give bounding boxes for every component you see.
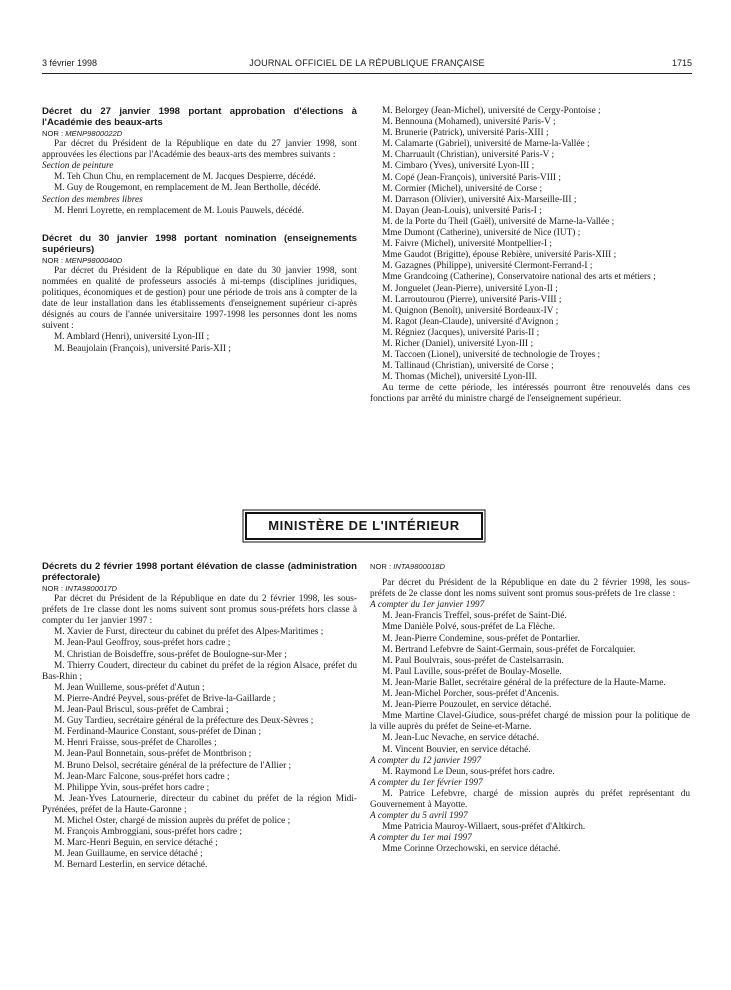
- decree-intro: Par décret du Président de la République en date du 27 janvier 1998, sont approuvées les élections par l'Académie des beaux-arts des membres suivants :: [42, 139, 357, 161]
- date-heading: A compter du 1er février 1997: [370, 777, 483, 788]
- list-item: M. Thomas (Michel), université Lyon-III.: [382, 372, 538, 383]
- list-item: M. Patrice Lefebvre, chargé de mission auprès du préfet représentant du Gouvernement à Mayotte.: [370, 788, 690, 810]
- list-item: M. Paul Laville, sous-préfet de Boulay-Moselle.: [382, 666, 562, 677]
- list-item: M. Charruault (Christian), université Paris-V ;: [382, 150, 555, 161]
- promotion-groups: [370, 600, 690, 855]
- list-item: Mme Corinne Orzechowski, en service détaché.: [382, 844, 561, 855]
- list-item: M. Brunerie (Patrick), université Paris-XIII ;: [382, 128, 549, 139]
- list-item: M. Raymond Le Deun, sous-préfet hors cadre.: [382, 766, 555, 777]
- list-item: M. Thierry Coudert, directeur du cabinet du préfet de la région Alsace, préfet du Bas-Rhin ;: [42, 660, 357, 682]
- list-item: M. Bertrand Lefebvre de Saint-Germain, sous-préfet de Forcalquier.: [382, 644, 636, 655]
- list-item: M. Jean Wuilleme, sous-préfet d'Autun ;: [54, 682, 205, 693]
- column-bottom-right: [370, 561, 690, 855]
- decree-intro: Par décret du Président de la République en date du 30 janvier 1998, sont nommées en qualité de professeurs associés à mi-temps (disciplines juridiques, politiques, économiques et de gestion) pour une période de trois ans à compter de la date de leur installation dans les établissements d'enseignement supérieur ci-après désignés au cours de l'année universitaire 1997-1998 les personnes dont les noms suivent :: [42, 265, 357, 332]
- list-item: M. Faivre (Michel), université Montpellier-I ;: [382, 239, 552, 250]
- page-number: 1715: [671, 58, 692, 68]
- page-header: [42, 58, 692, 72]
- appointee-list: [42, 332, 357, 354]
- member-list: [42, 172, 357, 194]
- list-item: M. Jean Guillaume, en service détaché ;: [54, 849, 203, 860]
- list-item: M. Jean-Francis Treffel, sous-préfet de Saint-Dié.: [382, 611, 567, 622]
- column-top-left: [42, 106, 357, 355]
- list-item: M. Darrason (Olivier), université Aix-Marseille-III ;: [382, 194, 577, 205]
- list-item: M. Ragot (Jean-Claude), université d'Avignon ;: [382, 316, 559, 327]
- decree-closing: Au terme de cette période, les intéressés pourront être renouvelés dans ces fonctions par arrêté du ministre chargé de l'enseignement supérieur.: [370, 383, 690, 405]
- list-item: M. Michel Oster, chargé de mission auprès du préfet de police ;: [54, 815, 291, 826]
- list-item: M. Jean-Yves Latournerie, directeur du cabinet du préfet de la région Midi-Pyrénées, préfet de la Haute-Garonne ;: [42, 793, 357, 815]
- column-bottom-left: [42, 561, 357, 871]
- decree-intro: Par décret du Président de la République en date du 2 février 1998, les sous-préfets de 1re classe dont les noms suivent sont promus sous-préfets hors classe à compter du 1er janvier 1997 :: [42, 594, 357, 627]
- list-item: M. Bernard Lesterlin, en service détaché.: [54, 860, 208, 871]
- appointee-list: [370, 106, 690, 383]
- nor-reference: NOR : INTA9800018D: [370, 562, 446, 571]
- decree-title: Décret du 27 janvier 1998 portant approbation d'élections à l'Académie des beaux-arts: [42, 106, 357, 128]
- promotion-list: [42, 627, 357, 871]
- list-item: M. Jean-Luc Nevache, en service détaché.: [382, 733, 539, 744]
- list-item: M. Jean-Pierre Condemine, sous-préfet de Pontarlier.: [382, 633, 580, 644]
- list-item: M. Jean-Paul Briscul, sous-préfet de Cambrai ;: [54, 705, 229, 716]
- nor-reference: NOR : INTA9800017D: [42, 584, 118, 593]
- date-heading: A compter du 12 janvier 1997: [370, 755, 482, 766]
- list-item: M. Jean-Pierre Pouzoulet, en service détaché.: [382, 700, 552, 711]
- list-item: M. Bruno Delsol, secrétaire général de la préfecture de l'Allier ;: [54, 760, 292, 771]
- date-heading: A compter du 5 avril 1997: [370, 811, 468, 822]
- list-item: M. Calamarte (Gabriel), université de Marne-la-Vallée ;: [382, 139, 590, 150]
- list-item: M. de la Porte du Theil (Gaël), université de Marne-la-Vallée ;: [382, 216, 615, 227]
- list-item: Mme Dumont (Catherine), université de Nice (IUT) ;: [382, 228, 581, 239]
- list-item: M. Quignon (Benoît), université Bordeaux-IV ;: [382, 305, 559, 316]
- date-heading: A compter du 1er mai 1997: [370, 833, 472, 844]
- list-item: M. Pierre-André Peyvel, sous-préfet de Brive-la-Gaillarde ;: [54, 693, 276, 704]
- list-item: M. Copé (Jean-François), université Paris-VIII ;: [382, 172, 561, 183]
- list-item: M. Taccoen (Lionel), université de technologie de Troyes ;: [382, 350, 601, 361]
- decree-title: Décret du 30 janvier 1998 portant nomination (enseignements supérieurs): [42, 232, 357, 255]
- list-item: M. Gazagnes (Philippe), université Clermont-Ferrand-I ;: [382, 261, 593, 272]
- list-item: M. Cormier (Michel), université de Corse ;: [382, 183, 543, 194]
- list-item: M. Paul Boulvrais, sous-préfet de Castelsarrasin.: [382, 655, 564, 666]
- list-item: M. Jean-Paul Bonnetain, sous-préfet de Montbrison ;: [54, 749, 252, 760]
- list-item: M. Bennouna (Mohamed), université Paris-V ;: [382, 117, 556, 128]
- list-item: M. Henri Fraisse, sous-préfet de Charolles ;: [54, 738, 217, 749]
- list-item: M. Beaujolain (François), université Paris-XII ;: [54, 343, 231, 354]
- list-item: M. Amblard (Henri), université Lyon-III ;: [54, 332, 210, 343]
- list-item: M. Ferdinand-Maurice Constant, sous-préfet de Dinan ;: [54, 727, 262, 738]
- list-item: M. Régniez (Jacques), université Paris-II ;: [382, 327, 540, 338]
- journal-title: JOURNAL OFFICIEL DE LA RÉPUBLIQUE FRANÇAISE: [249, 58, 485, 68]
- member-list: [42, 206, 357, 217]
- issue-date: 3 février 1998: [42, 58, 98, 68]
- list-item: M. Jean-Marie Ballet, secrétaire général de la préfecture de la Haute-Marne.: [382, 677, 666, 688]
- nor-reference: NOR : MENP9800022D: [42, 129, 123, 138]
- section-heading: Section des membres libres: [42, 194, 143, 205]
- decree-title: Décrets du 2 février 1998 portant élévation de classe (administration préfectorale): [42, 561, 357, 583]
- ministry-heading: MINISTÈRE DE L'INTÉRIEUR: [245, 512, 483, 540]
- list-item: M. Belorgey (Jean-Michel), université de Cergy-Pontoise ;: [382, 106, 601, 116]
- list-item: M. Vincent Bouvier, en service détaché.: [382, 744, 531, 755]
- nor-reference: NOR : MENP9800040D: [42, 255, 123, 265]
- header-rule: [42, 73, 692, 74]
- list-item: M. Cimbaro (Yves), université Lyon-III ;: [382, 161, 535, 172]
- list-item: M. Henri Loyrette, en remplacement de M. Louis Pauwels, décédé.: [54, 205, 304, 216]
- column-top-right: [370, 106, 690, 406]
- list-item: Mme Grandcoing (Catherine), Conservatoire national des arts et métiers ;: [382, 272, 656, 283]
- list-item: M. Marc-Henri Beguin, en service détaché ;: [54, 838, 218, 849]
- list-item: M. François Ambroggiani, sous-préfet hors cadre ;: [54, 827, 242, 838]
- decree-intro: Par décret du Président de la République en date du 2 février 1998, les sous-préfets de 2e classe dont les noms suivent sont promus sous-préfets de 1re classe :: [370, 578, 690, 600]
- list-item: M. Larroutourou (Pierre), université Paris-VIII ;: [382, 294, 562, 305]
- list-item: M. Jean-Paul Geoffroy, sous-préfet hors cadre ;: [54, 638, 231, 649]
- section-heading: Section de peinture: [42, 161, 114, 172]
- list-item: Mme Patricia Mauroy-Willaert, sous-préfet d'Altkirch.: [382, 822, 586, 833]
- list-item: M. Jonguelet (Jean-Pierre), université Lyon-II ;: [382, 283, 558, 294]
- list-item: M. Dayan (Jean-Louis), université Paris-I ;: [382, 205, 542, 216]
- list-item: M. Teh Chun Chu, en remplacement de M. Jacques Despierre, décédé.: [54, 172, 316, 183]
- list-item: M. Xavier de Furst, directeur du cabinet du préfet des Alpes-Maritimes ;: [54, 627, 324, 638]
- list-item: M. Jean-Marc Falcone, sous-préfet hors cadre ;: [54, 771, 230, 782]
- list-item: M. Jean-Michel Porcher, sous-préfet d'Ancenis.: [382, 689, 560, 700]
- list-item: M. Guy Tardieu, secrétaire général de la préfecture des Deux-Sèvres ;: [54, 716, 314, 727]
- list-item: Mme Martine Clavel-Giudice, sous-préfet chargé de mission pour la politique de la ville auprès du préfet de Seine-et-Marne.: [370, 711, 690, 733]
- list-item: Mme Gaudot (Brigitte), épouse Rebière, université Paris-XIII ;: [382, 250, 617, 261]
- date-heading: A compter du 1er janvier 1997: [370, 600, 485, 611]
- list-item: Mme Danièle Polvé, sous-préfet de La Flèche.: [382, 622, 555, 633]
- list-item: M. Tallinaud (Christian), université de Corse ;: [382, 361, 554, 372]
- list-item: M. Philippe Yvin, sous-préfet hors cadre ;: [54, 782, 210, 793]
- list-item: M. Guy de Rougemont, en remplacement de M. Jean Bertholle, décédé.: [54, 183, 321, 194]
- list-item: M. Richer (Daniel), université Lyon-III ;: [382, 338, 534, 349]
- list-item: M. Christian de Boisdeffre, sous-préfet de Boulogne-sur-Mer ;: [54, 649, 287, 660]
